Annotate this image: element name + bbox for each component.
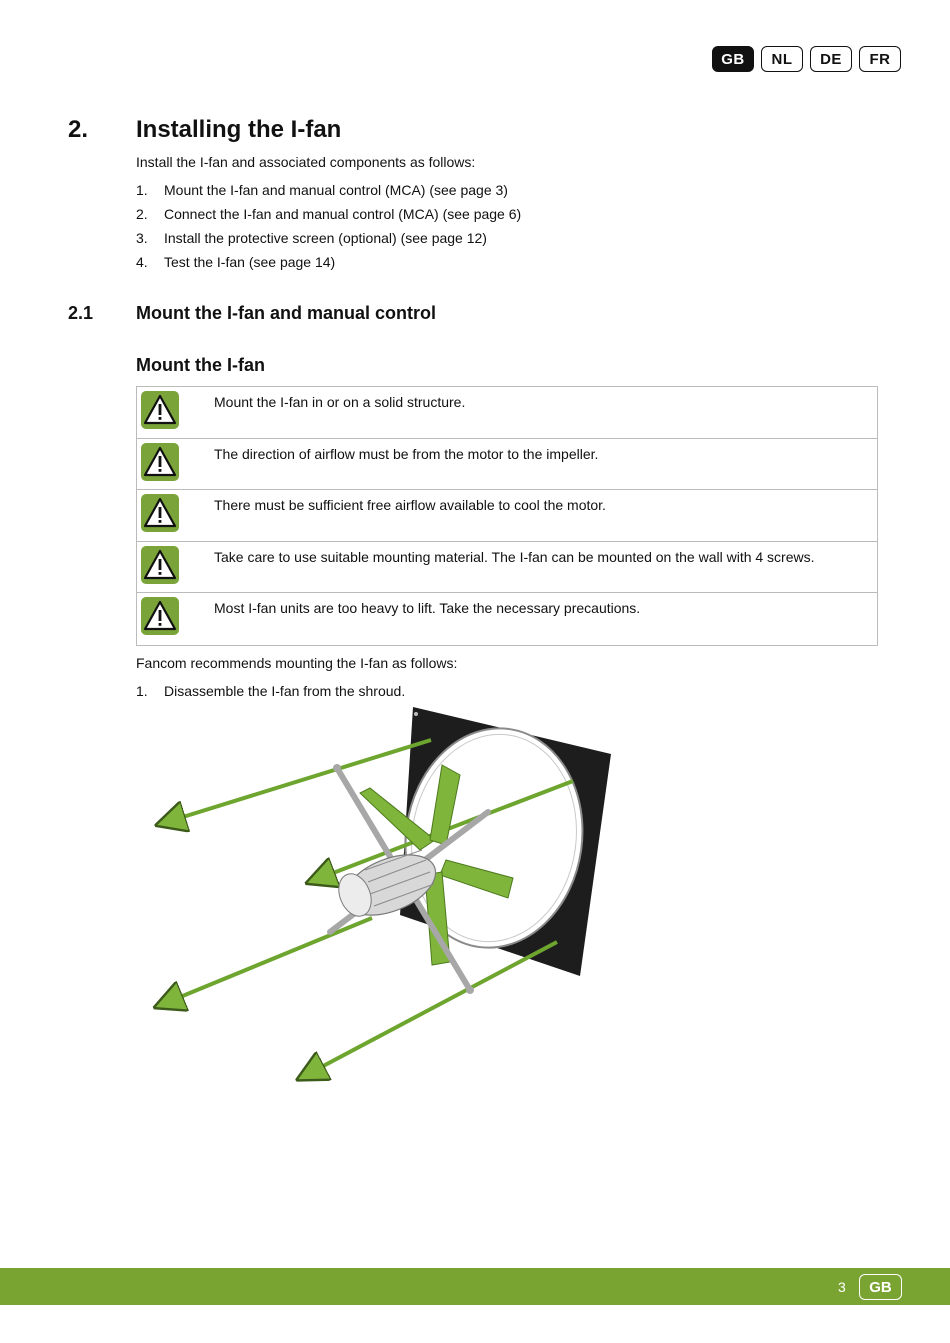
subsection-title: Mount the I-fan and manual control: [136, 303, 436, 323]
warning-icon: [141, 443, 179, 481]
warning-row: [137, 490, 877, 542]
step-number: 2.: [136, 206, 148, 222]
section-number: 2.: [68, 116, 89, 143]
warning-icon: [141, 597, 179, 635]
footer-lang-badge: GB: [859, 1274, 902, 1300]
list-item: [136, 182, 521, 206]
list-item: [136, 254, 521, 278]
step-number: 1.: [136, 683, 148, 699]
step-text: Test the I-fan (see page 14): [164, 254, 336, 270]
lang-tab-fr[interactable]: FR: [859, 46, 901, 72]
warning-row: [137, 439, 877, 491]
lang-tab-nl[interactable]: NL: [761, 46, 803, 72]
step-number: 1.: [136, 182, 148, 198]
warning-text: The direction of airflow must be from the motor to the impeller.: [214, 445, 599, 462]
warning-text: There must be sufficient free airflow available to cool the motor.: [214, 497, 606, 513]
warning-text: Take care to use suitable mounting material. The I-fan can be mounted on the wall with 4 screws.: [214, 548, 815, 565]
warning-icon: [141, 494, 179, 532]
step-text: Connect the I-fan and manual control (MCA) (see page 6): [164, 206, 522, 222]
steps-list: [136, 182, 521, 278]
page-number: 3: [838, 1279, 846, 1295]
step-text: Disassemble the I-fan from the shroud.: [164, 683, 406, 699]
warning-row: [137, 387, 877, 439]
section-intro: Install the I-fan and associated components as follows:: [136, 154, 476, 170]
lang-tab-de[interactable]: DE: [810, 46, 852, 72]
instruction-step: [136, 683, 405, 699]
warning-text: Most I-fan units are too heavy to lift. Take the necessary precautions.: [214, 600, 641, 616]
language-tabs: [712, 46, 901, 72]
fan-disassembly-illustration: [150, 700, 630, 1090]
warning-text: Mount the I-fan in or on a solid structure.: [214, 394, 466, 410]
step-number: 4.: [136, 254, 148, 270]
warning-row: [137, 593, 877, 645]
lang-tab-gb[interactable]: GB: [712, 46, 754, 72]
step-text: Install the protective screen (optional) (see page 12): [164, 230, 487, 246]
subheading: Mount the I-fan: [136, 355, 265, 375]
list-item: [136, 206, 521, 230]
warnings-table: [136, 386, 878, 646]
step-number: 3.: [136, 230, 148, 246]
subsection-number: 2.1: [68, 303, 94, 323]
warning-row: [137, 542, 877, 594]
warning-icon: [141, 391, 179, 429]
recommendation-text: Fancom recommends mounting the I-fan as follows:: [136, 655, 458, 671]
list-item: [136, 230, 521, 254]
step-text: Mount the I-fan and manual control (MCA) (see page 3): [164, 182, 508, 198]
warning-icon: [141, 546, 179, 584]
section-title: Installing the I-fan: [136, 116, 342, 143]
footer-bar: [0, 1268, 950, 1305]
